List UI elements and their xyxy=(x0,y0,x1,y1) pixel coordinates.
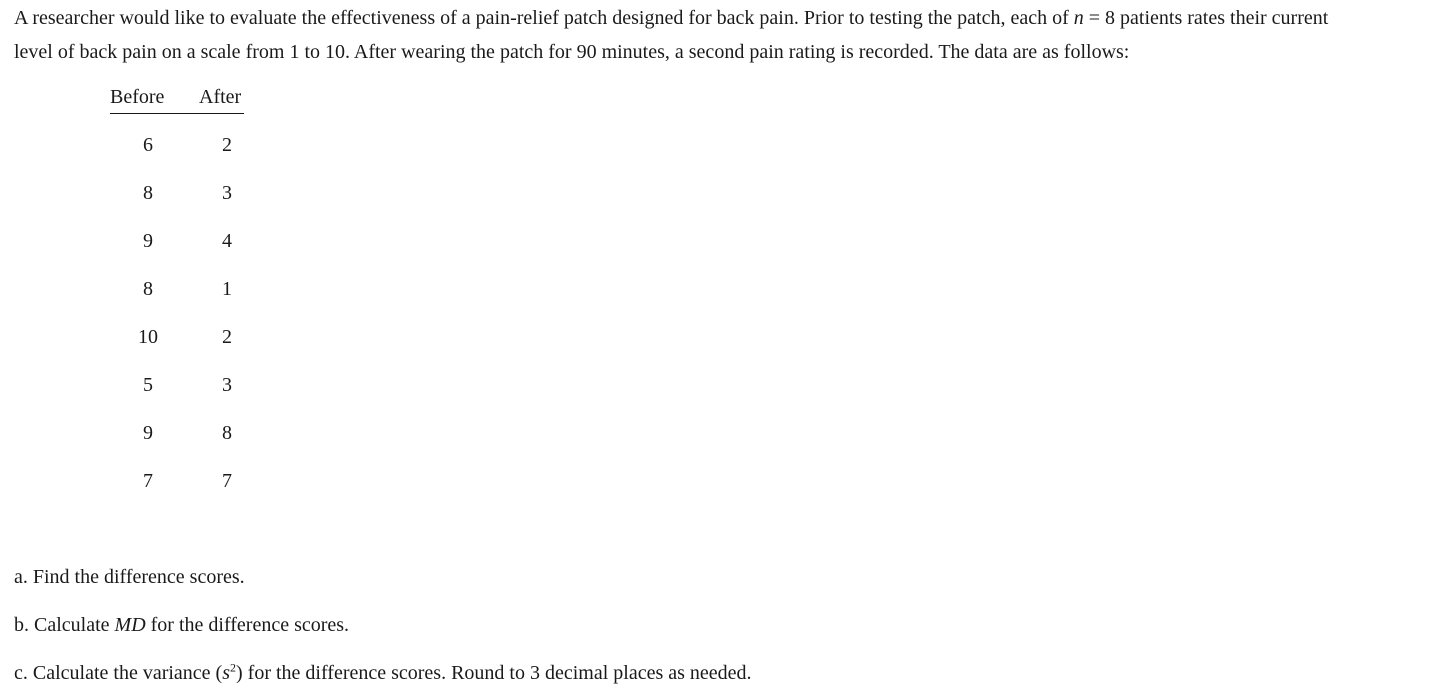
table-row xyxy=(110,133,250,157)
header-before: Before xyxy=(110,86,165,108)
before-value: 9 xyxy=(143,230,153,252)
table-header xyxy=(110,83,244,114)
after-value: 2 xyxy=(222,134,232,156)
s-exponent: 2 xyxy=(230,660,237,675)
table-row xyxy=(110,325,250,349)
before-value: 7 xyxy=(143,470,153,492)
problem-statement xyxy=(14,1,1450,69)
after-value: 8 xyxy=(222,422,232,444)
before-value: 8 xyxy=(143,278,153,300)
after-value: 3 xyxy=(222,182,232,204)
n-symbol: n xyxy=(1073,7,1084,29)
before-value: 10 xyxy=(138,326,158,348)
data-table xyxy=(110,83,244,492)
after-value: 1 xyxy=(222,278,232,300)
intro-line-1 xyxy=(14,1,1450,35)
question-c-suffix: ) for the difference scores. Round to 3 decimal places as needed. xyxy=(236,662,752,684)
before-value: 8 xyxy=(143,182,153,204)
table-row xyxy=(110,277,250,301)
s-symbol: s xyxy=(222,662,231,684)
after-value: 7 xyxy=(222,470,232,492)
before-value: 6 xyxy=(143,134,153,156)
table-row xyxy=(110,469,250,493)
md-symbol: MD xyxy=(114,614,146,636)
before-value: 9 xyxy=(143,422,153,444)
question-a: a. Find the difference scores. xyxy=(14,566,245,588)
before-value: 5 xyxy=(143,374,153,396)
question-b xyxy=(14,611,349,639)
after-value: 2 xyxy=(222,326,232,348)
header-after: After xyxy=(199,86,242,108)
intro-text-1b: = 8 patients rates their current xyxy=(1083,7,1329,29)
question-b-prefix: b. Calculate xyxy=(14,614,115,636)
after-value: 3 xyxy=(222,374,232,396)
intro-line-2: level of back pain on a scale from 1 to 10. After wearing the patch for 90 minutes, a second pain rating is recorded. The data are as follows: xyxy=(14,41,1130,63)
question-c xyxy=(14,659,752,687)
table-row xyxy=(110,421,250,445)
table-row xyxy=(110,229,250,253)
question-b-suffix: for the difference scores. xyxy=(145,614,350,636)
table-row xyxy=(110,181,250,205)
after-value: 4 xyxy=(222,230,232,252)
question-c-prefix: c. Calculate the variance ( xyxy=(14,662,223,684)
table-row xyxy=(110,373,250,397)
intro-text-1a: A researcher would like to evaluate the effectiveness of a pain-relief patch designed for back pain. Prior to testing the patch, each of xyxy=(14,7,1074,29)
